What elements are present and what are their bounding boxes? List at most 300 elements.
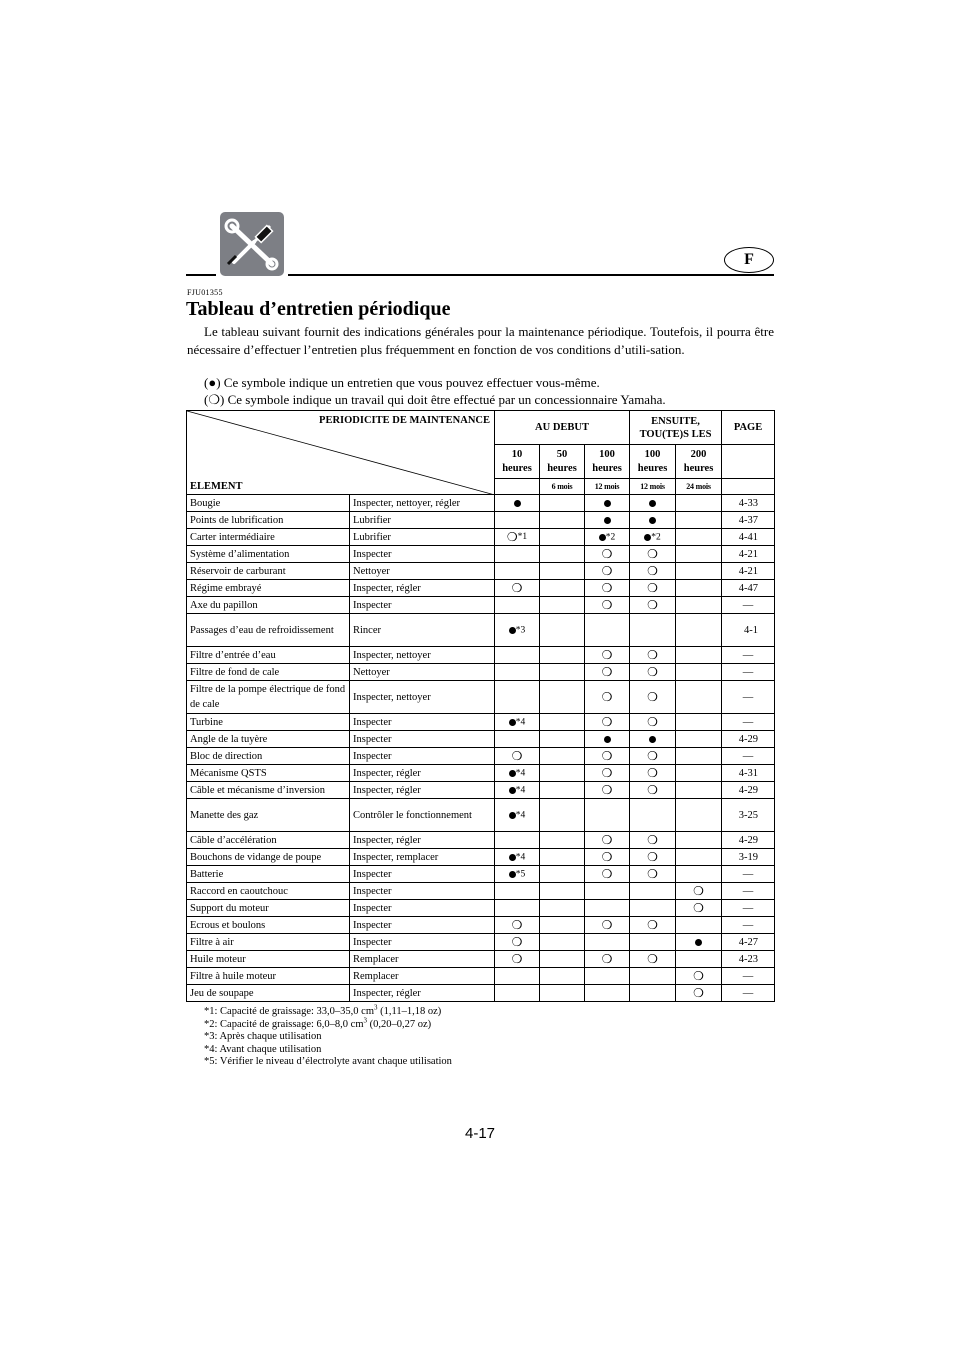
interval-cell	[585, 681, 630, 714]
interval-cell	[585, 546, 630, 563]
page-cell: 4-29	[722, 782, 775, 799]
open-circle-icon: ❍	[601, 952, 613, 966]
header-au-debut: AU DEBUT	[495, 411, 630, 445]
interval-cell	[540, 580, 585, 597]
footnote-text-tail: (1,11–1,18 oz)	[377, 1006, 442, 1017]
interval-cell	[630, 883, 676, 900]
page-cell: 4-31	[722, 765, 775, 782]
page-cell: 4-21	[722, 563, 775, 580]
action-cell: Inspecter	[350, 900, 495, 917]
interval-cell	[585, 512, 630, 529]
footnote	[204, 1003, 452, 1019]
interval-cell	[630, 799, 676, 832]
interval-cell	[495, 647, 540, 664]
filled-circle-icon	[599, 534, 606, 541]
element-cell: Huile moteur	[187, 951, 350, 968]
note-ref: *5	[515, 869, 526, 880]
table-row	[187, 614, 775, 647]
open-circle-icon: ❍	[506, 530, 518, 544]
interval-cell	[540, 832, 585, 849]
interval-cell	[540, 546, 585, 563]
interval-months	[630, 479, 676, 495]
interval-cell	[630, 597, 676, 614]
interval-cell	[495, 849, 540, 866]
interval-cell	[540, 563, 585, 580]
interval-cell	[676, 529, 722, 546]
interval-cell	[676, 647, 722, 664]
interval-cell	[540, 529, 585, 546]
element-cell: Câble d’accélération	[187, 832, 350, 849]
interval-cell	[630, 529, 676, 546]
interval-cell	[676, 681, 722, 714]
table-row	[187, 883, 775, 900]
table-row	[187, 832, 775, 849]
interval-unit: heures	[637, 462, 668, 474]
table-row	[187, 934, 775, 951]
interval-cell	[540, 799, 585, 832]
interval-cell	[585, 714, 630, 731]
element-cell: Turbine	[187, 714, 350, 731]
filled-circle-icon	[649, 517, 656, 524]
filled-circle-icon	[695, 939, 702, 946]
action-cell: Inspecter	[350, 731, 495, 748]
interval-cell	[495, 900, 540, 917]
interval-cell	[540, 714, 585, 731]
filled-circle-icon	[514, 500, 521, 507]
page-cell: 4-47	[722, 580, 775, 597]
element-cell: Batterie	[187, 866, 350, 883]
filled-circle-icon	[509, 627, 516, 634]
interval-cell	[630, 546, 676, 563]
open-circle-icon: ❍	[647, 918, 658, 932]
open-circle-icon: ❍	[601, 564, 613, 578]
filled-circle-icon	[509, 770, 516, 777]
interval-cell	[495, 512, 540, 529]
interval-cell	[495, 681, 540, 714]
interval-unit: heures	[502, 462, 532, 474]
interval-cell	[540, 664, 585, 681]
element-cell: Support du moteur	[187, 900, 350, 917]
table-row	[187, 765, 775, 782]
interval-cell	[540, 900, 585, 917]
element-cell: Points de lubrification	[187, 512, 350, 529]
interval-cell	[630, 866, 676, 883]
interval-cell	[630, 748, 676, 765]
page-cell: —	[722, 866, 775, 883]
interval-cell	[630, 917, 676, 934]
open-circle-icon: ❍	[601, 547, 613, 561]
page-cell: 4-29	[722, 731, 775, 748]
action-cell: Inspecter	[350, 917, 495, 934]
element-cell: Passages d’eau de refroidissement	[187, 614, 350, 647]
interval-cell	[630, 495, 676, 512]
note-ref: *4	[515, 785, 526, 796]
interval-cell	[676, 917, 722, 934]
note-ref: *4	[515, 852, 526, 863]
page-number: 4-17	[464, 1125, 496, 1142]
interval-cell	[585, 900, 630, 917]
open-circle-icon: ❍	[208, 392, 220, 407]
open-circle-icon: ❍	[693, 969, 704, 983]
footnote-sup: 3	[374, 1003, 378, 1012]
interval-header	[540, 445, 585, 479]
open-circle-icon: ❍	[647, 766, 658, 780]
footnote	[204, 1044, 452, 1057]
months-label: 12 mois	[594, 482, 620, 491]
maintenance-table	[186, 410, 775, 1002]
open-circle-icon: ❍	[511, 918, 523, 932]
table-row	[187, 647, 775, 664]
note-ref: *3	[515, 625, 526, 636]
element-cell: Manette des gaz	[187, 799, 350, 832]
interval-cell	[495, 614, 540, 647]
interval-header	[676, 445, 722, 479]
footnote	[204, 1056, 452, 1069]
filled-circle-icon	[604, 517, 611, 524]
action-cell: Nettoyer	[350, 563, 495, 580]
interval-cell	[495, 934, 540, 951]
open-circle-icon: ❍	[647, 547, 658, 561]
interval-cell	[495, 951, 540, 968]
interval-cell	[585, 832, 630, 849]
table-row	[187, 748, 775, 765]
open-circle-icon: ❍	[647, 952, 658, 966]
interval-cell	[676, 799, 722, 832]
language-badge: F	[724, 247, 774, 273]
element-cell: Axe du papillon	[187, 597, 350, 614]
interval-months	[540, 479, 585, 495]
open-circle-icon: ❍	[601, 598, 613, 612]
element-cell: Régime embrayé	[187, 580, 350, 597]
interval-cell	[630, 681, 676, 714]
interval-cell	[630, 714, 676, 731]
element-cell: Mécanisme QSTS	[187, 765, 350, 782]
action-cell: Inspecter	[350, 866, 495, 883]
open-circle-icon: ❍	[601, 715, 613, 729]
footnote-text: *5: Vérifier le niveau d’électrolyte avant chaque utilisation	[204, 1056, 452, 1067]
interval-cell	[540, 748, 585, 765]
interval-cell	[585, 934, 630, 951]
interval-cell	[676, 512, 722, 529]
interval-cell	[630, 563, 676, 580]
open-circle-icon: ❍	[601, 749, 613, 763]
action-cell: Rincer	[350, 614, 495, 647]
filled-circle-icon	[604, 500, 611, 507]
page-cell: —	[722, 917, 775, 934]
interval-cell	[630, 934, 676, 951]
table-row	[187, 951, 775, 968]
note-ref: *4	[515, 810, 526, 821]
table-row	[187, 917, 775, 934]
table-row	[187, 968, 775, 985]
header-periodicity: PERIODICITE DE MAINTENANCE	[319, 415, 490, 426]
legend-dealer-service: (❍) Ce symbole indique un travail qui doit être effectué par un concessionnaire Yamaha.	[204, 392, 666, 407]
element-cell: Câble et mécanisme d’inversion	[187, 782, 350, 799]
interval-cell	[676, 832, 722, 849]
interval-cell	[585, 529, 630, 546]
table-row	[187, 900, 775, 917]
element-cell: Raccord en caoutchouc	[187, 883, 350, 900]
interval-cell	[630, 731, 676, 748]
table-row	[187, 681, 775, 714]
action-cell: Inspecter, régler	[350, 580, 495, 597]
table-row	[187, 495, 775, 512]
intro-paragraph: Le tableau suivant fournit des indications générales pour la maintenance périodique. Toutefois, il pourra être nécessaire d’effectuer l’entretien plus fréquemment en fonction de vos conditions d’utili-sation.	[187, 324, 774, 357]
interval-value: 10	[511, 448, 523, 460]
interval-cell	[495, 968, 540, 985]
footnotes	[204, 1003, 452, 1069]
filled-circle-icon	[509, 854, 516, 861]
interval-cell	[630, 664, 676, 681]
action-cell: Remplacer	[350, 951, 495, 968]
note-ref: *4	[515, 768, 526, 779]
header-diagonal-cell	[187, 411, 495, 495]
interval-cell	[630, 968, 676, 985]
note-ref: *2	[605, 532, 616, 543]
open-circle-icon: ❍	[647, 581, 658, 595]
interval-header	[585, 445, 630, 479]
page-cell: —	[722, 968, 775, 985]
interval-cell	[495, 748, 540, 765]
footnote-text: *2: Capacité de graissage: 6,0–8,0 cm	[204, 1018, 364, 1030]
interval-cell	[676, 782, 722, 799]
interval-cell	[495, 563, 540, 580]
open-circle-icon: ❍	[647, 867, 658, 881]
page-cell: —	[722, 664, 775, 681]
element-cell: Bouchons de vidange de poupe	[187, 849, 350, 866]
interval-cell	[630, 614, 676, 647]
open-circle-icon: ❍	[693, 986, 704, 1000]
interval-cell	[676, 866, 722, 883]
footnote-text: *4: Avant chaque utilisation	[204, 1043, 322, 1055]
open-circle-icon: ❍	[601, 665, 613, 679]
open-circle-icon: ❍	[601, 581, 613, 595]
table-row	[187, 563, 775, 580]
table-row	[187, 714, 775, 731]
interval-cell	[676, 951, 722, 968]
page-header-blank	[722, 479, 775, 495]
page-cell: —	[722, 883, 775, 900]
interval-cell	[585, 883, 630, 900]
page-title: Tableau d’entretien périodique	[186, 298, 451, 320]
action-cell: Inspecter	[350, 934, 495, 951]
interval-unit: heures	[592, 462, 622, 474]
interval-cell	[585, 799, 630, 832]
open-circle-icon: ❍	[693, 884, 704, 898]
interval-value: 100	[599, 448, 615, 460]
interval-cell	[495, 597, 540, 614]
footnote-text-tail: (0,20–0,27 oz)	[367, 1018, 432, 1030]
element-cell: Filtre de la pompe électrique de fond de cale	[187, 681, 350, 714]
open-circle-icon: ❍	[647, 833, 658, 847]
page-cell: 4-41	[722, 529, 775, 546]
action-cell: Remplacer	[350, 968, 495, 985]
interval-cell	[585, 968, 630, 985]
interval-cell	[540, 614, 585, 647]
interval-cell	[585, 647, 630, 664]
open-circle-icon: ❍	[601, 833, 613, 847]
action-cell: Inspecter	[350, 597, 495, 614]
interval-cell	[540, 731, 585, 748]
filled-circle-icon	[509, 719, 516, 726]
interval-cell	[585, 917, 630, 934]
action-cell: Contrôler le fonctionnement	[350, 799, 495, 832]
page-cell: —	[722, 985, 775, 1002]
interval-cell	[540, 883, 585, 900]
open-circle-icon: ❍	[647, 665, 658, 679]
interval-cell	[630, 580, 676, 597]
interval-cell	[676, 748, 722, 765]
action-cell: Lubrifier	[350, 529, 495, 546]
interval-cell	[495, 883, 540, 900]
element-cell: Filtre à air	[187, 934, 350, 951]
interval-cell	[630, 512, 676, 529]
interval-cell	[585, 765, 630, 782]
interval-cell	[585, 731, 630, 748]
interval-header	[630, 445, 676, 479]
page-cell: 4-37	[722, 512, 775, 529]
interval-cell	[495, 832, 540, 849]
open-circle-icon: ❍	[647, 715, 658, 729]
interval-cell	[585, 580, 630, 597]
header-rule-left	[186, 274, 216, 276]
open-circle-icon: ❍	[601, 918, 613, 932]
interval-cell	[676, 849, 722, 866]
interval-unit: heures	[547, 462, 577, 474]
action-cell: Inspecter	[350, 748, 495, 765]
action-cell: Inspecter, régler	[350, 765, 495, 782]
page-cell: —	[722, 647, 775, 664]
interval-cell	[495, 495, 540, 512]
page-header-blank	[722, 445, 775, 479]
footnote	[204, 1031, 452, 1044]
page-cell: 3-25	[722, 799, 775, 832]
page-cell: 4-29	[722, 832, 775, 849]
interval-cell	[676, 664, 722, 681]
element-cell: Système d’alimentation	[187, 546, 350, 563]
filled-circle-icon	[509, 871, 516, 878]
open-circle-icon: ❍	[601, 648, 613, 662]
open-circle-icon: ❍	[647, 749, 658, 763]
interval-cell	[540, 951, 585, 968]
interval-cell	[540, 849, 585, 866]
page-cell: 4-21	[722, 546, 775, 563]
interval-cell	[585, 748, 630, 765]
legend-text: ) Ce symbole indique un entretien que vous pouvez effectuer vous-même.	[216, 375, 600, 390]
interval-cell	[585, 782, 630, 799]
element-cell: Bloc de direction	[187, 748, 350, 765]
interval-cell	[495, 782, 540, 799]
interval-cell	[676, 883, 722, 900]
table-row	[187, 731, 775, 748]
interval-cell	[585, 849, 630, 866]
months-label: 24 mois	[686, 482, 711, 491]
interval-value: 50	[556, 448, 568, 460]
interval-cell	[585, 664, 630, 681]
open-circle-icon: ❍	[601, 783, 613, 797]
interval-cell	[676, 731, 722, 748]
interval-value: 200	[690, 448, 707, 460]
open-circle-icon: ❍	[511, 749, 523, 763]
open-circle-icon: ❍	[647, 783, 658, 797]
interval-cell	[676, 580, 722, 597]
note-ref: *2	[651, 532, 661, 543]
interval-cell	[585, 985, 630, 1002]
interval-cell	[630, 647, 676, 664]
open-circle-icon: ❍	[647, 648, 658, 662]
open-circle-icon: ❍	[647, 850, 658, 864]
interval-cell	[495, 866, 540, 883]
interval-cell	[495, 731, 540, 748]
interval-cell	[676, 714, 722, 731]
interval-cell	[676, 900, 722, 917]
element-cell: Bougie	[187, 495, 350, 512]
interval-cell	[676, 546, 722, 563]
interval-cell	[540, 917, 585, 934]
interval-cell	[540, 866, 585, 883]
page-cell: 4-33	[722, 495, 775, 512]
open-circle-icon: ❍	[511, 952, 523, 966]
interval-cell	[676, 934, 722, 951]
filled-circle-icon	[649, 736, 656, 743]
filled-circle-icon	[509, 787, 516, 794]
table-row	[187, 985, 775, 1002]
element-cell: Angle de la tuyère	[187, 731, 350, 748]
element-cell: Carter intermédiaire	[187, 529, 350, 546]
header-element: ELEMENT	[190, 481, 243, 492]
page-cell: —	[722, 714, 775, 731]
interval-cell	[540, 681, 585, 714]
interval-cell	[630, 900, 676, 917]
action-cell: Inspecter, remplacer	[350, 849, 495, 866]
interval-cell	[630, 849, 676, 866]
months-label: 12 mois	[640, 482, 665, 491]
interval-cell	[495, 714, 540, 731]
interval-months	[676, 479, 722, 495]
open-circle-icon: ❍	[647, 690, 658, 704]
footnote-text: *1: Capacité de graissage: 33,0–35,0 cm	[204, 1006, 374, 1017]
interval-cell	[630, 782, 676, 799]
interval-cell	[630, 832, 676, 849]
page-cell: —	[722, 900, 775, 917]
interval-cell	[540, 495, 585, 512]
interval-cell	[676, 765, 722, 782]
element-cell: Ecrous et boulons	[187, 917, 350, 934]
open-circle-icon: ❍	[601, 766, 613, 780]
legend-text: ) Ce symbole indique un travail qui doit être effectué par un concessionnaire Yamaha.	[220, 392, 666, 407]
interval-header	[495, 445, 540, 479]
interval-cell	[495, 799, 540, 832]
interval-cell	[495, 546, 540, 563]
interval-cell	[630, 765, 676, 782]
legend-self-service: (●) Ce symbole indique un entretien que vous pouvez effectuer vous-même.	[204, 375, 600, 390]
interval-cell	[540, 985, 585, 1002]
page-cell: 3-19	[722, 849, 775, 866]
interval-cell	[540, 765, 585, 782]
table-row	[187, 546, 775, 563]
table-row	[187, 597, 775, 614]
action-cell: Lubrifier	[350, 512, 495, 529]
footnote-sup: 3	[363, 1016, 367, 1024]
header-ensuite: ENSUITE, TOU(TE)S LES	[630, 411, 722, 445]
table-row	[187, 529, 775, 546]
filled-circle-icon	[509, 812, 516, 819]
open-circle-icon: ❍	[511, 935, 523, 949]
table-row	[187, 849, 775, 866]
action-cell: Inspecter, nettoyer	[350, 647, 495, 664]
open-circle-icon: ❍	[601, 850, 613, 864]
interval-cell	[585, 614, 630, 647]
